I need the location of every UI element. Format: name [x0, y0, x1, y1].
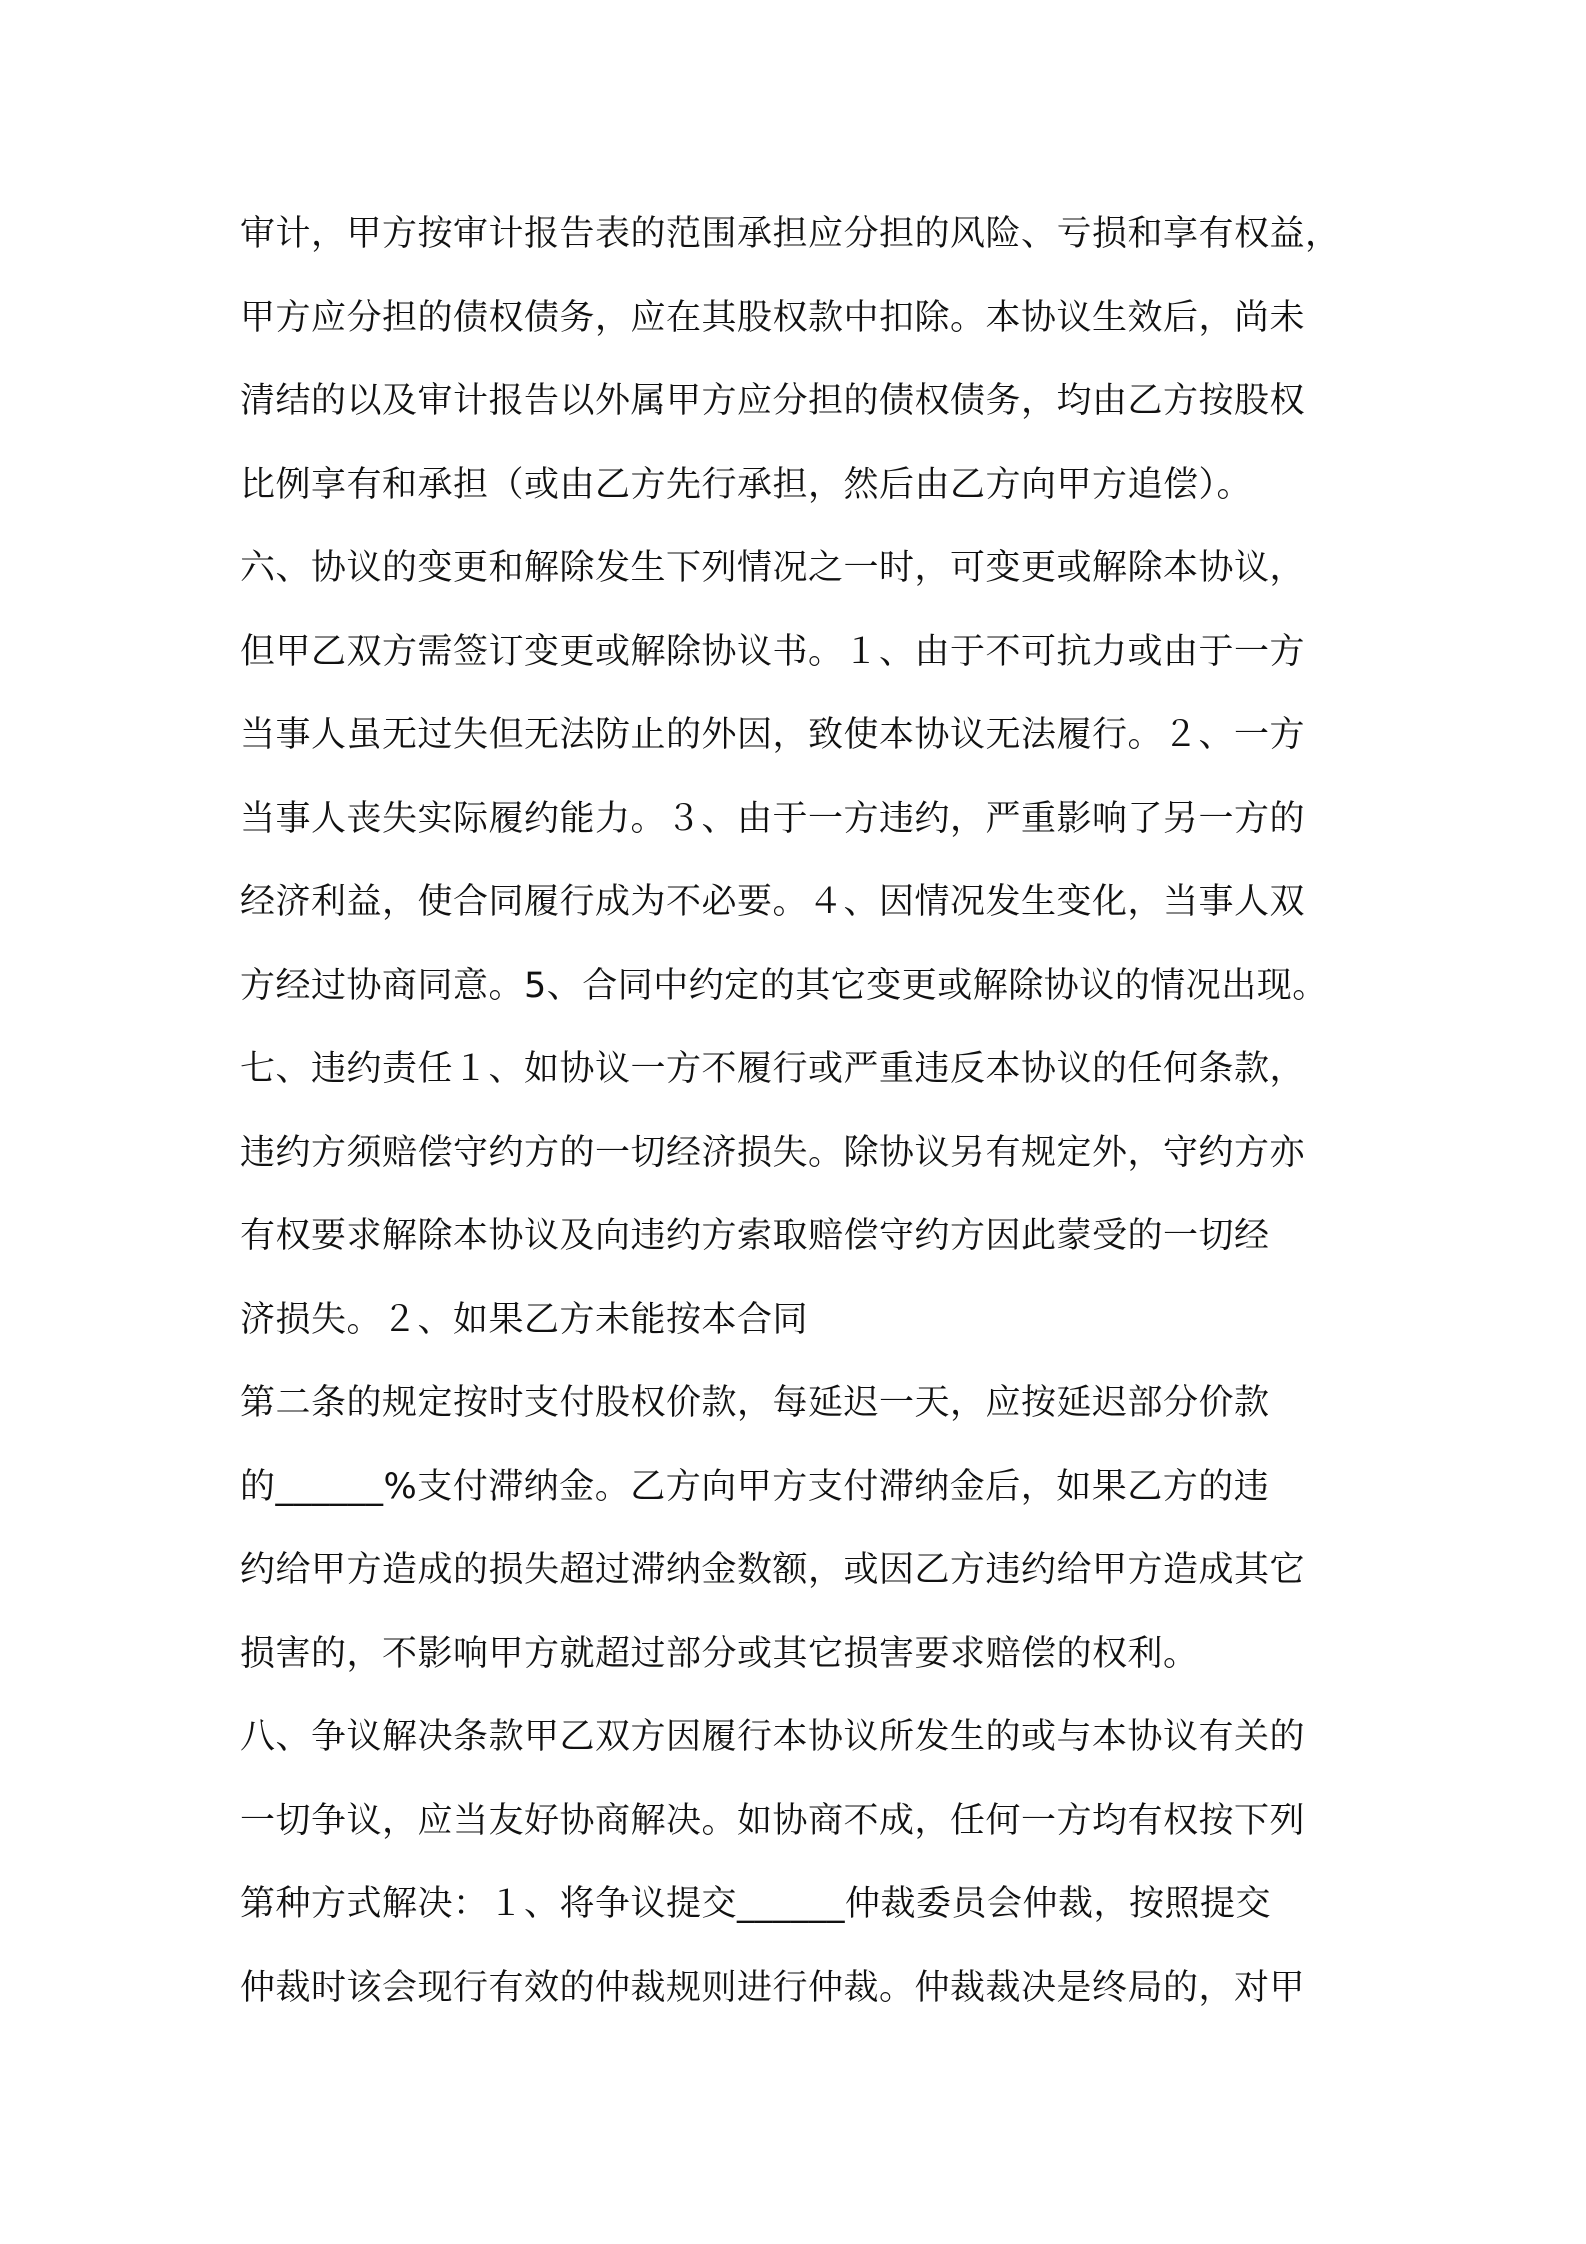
text-line: 当事人丧失实际履约能力。３、由于一方违约，严重影响了另一方的: [240, 798, 1306, 839]
text-line: 经济利益，使合同履行成为不必要。４、因情况发生变化，当事人双: [240, 882, 1306, 922]
text-line: 八、争议解决条款甲乙双方因履行本协议所发生的或与本协议有关的: [240, 1717, 1306, 1757]
text-line: 第二条的规定按时支付股权价款，每延迟一天，应按延迟部分价款: [240, 1383, 1270, 1423]
text-line: 当事人虽无过失但无法防止的外因，致使本协议无法履行。２、一方: [240, 715, 1306, 755]
text-line: 方经过协商同意。5、合同中约定的其它变更或解除协议的情况出现。: [240, 965, 1328, 1006]
document-body: [240, 193, 1360, 2030]
text-line: 济损失。２、如果乙方未能按本合同: [240, 1299, 809, 1340]
text-line: 比例享有和承担（或由乙方先行承担，然后由乙方向甲方追偿）。: [240, 464, 1253, 505]
text-line: 约给甲方造成的损失超过滞纳金数额，或因乙方违约给甲方造成其它: [240, 1550, 1306, 1590]
text-line: 有权要求解除本协议及向违约方索取赔偿守约方因此蒙受的一切经: [240, 1216, 1270, 1256]
text-line: 审计，甲方按审计报告表的范围承担应分担的风险、亏损和享有权益，: [240, 214, 1341, 254]
text-line: 但甲乙双方需签订变更或解除协议书。１、由于不可抗力或由于一方: [240, 631, 1306, 672]
text-line: 甲方应分担的债权债务，应在其股权款中扣除。本协议生效后，尚未: [240, 297, 1306, 338]
text-line: 损害的，不影响甲方就超过部分或其它损害要求赔偿的权利。: [240, 1633, 1199, 1674]
text-line: 六、协议的变更和解除发生下列情况之一时，可变更或解除本协议，: [240, 548, 1306, 588]
text-line: 仲裁时该会现行有效的仲裁规则进行仲裁。仲裁裁决是终局的，对甲: [240, 1967, 1306, 2008]
text-line: 清结的以及审计报告以外属甲方应分担的债权债务，均由乙方按股权: [240, 381, 1306, 421]
text-line: 第种方式解决：１、将争议提交______仲裁委员会仲裁，按照提交: [240, 1884, 1272, 1924]
text-line: 七、违约责任１、如协议一方不履行或严重违反本协议的任何条款，: [240, 1049, 1306, 1089]
text-line: 一切争议，应当友好协商解决。如协商不成，任何一方均有权按下列: [240, 1800, 1306, 1841]
text-line: 违约方须赔偿守约方的一切经济损失。除协议另有规定外，守约方亦: [240, 1132, 1306, 1173]
text-line: 的______%支付滞纳金。乙方向甲方支付滞纳金后，如果乙方的违: [240, 1466, 1270, 1507]
